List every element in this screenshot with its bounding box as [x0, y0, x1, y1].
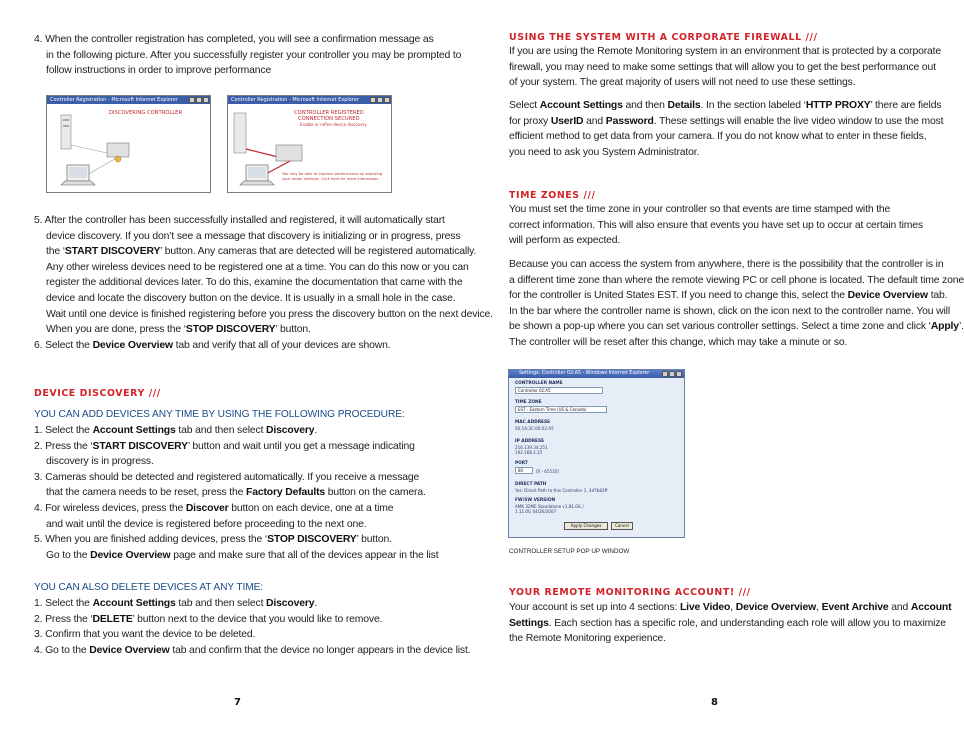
firewall-paragraph-2: Select Account Settings and then Details. In the section labeled ‘HTTP PROXY’ there are fields for proxy UserID and Password. These settings will enable the live video window to use the most efficient method to get data from your camera. If you do not know what to enter in these fields, you need to ask you System Administrator. [509, 100, 944, 158]
mac-address-label: MAC ADDRESS [515, 420, 550, 425]
registered-caption: CONTROLLER REGISTERED [294, 110, 364, 116]
window-controls [662, 371, 682, 377]
step-4-text: 4. When the controller registration has completed, you will see a confirmation message as in the following picture. After you successfully register your controller you may be prompted to follow instructions in order to improve performance [34, 34, 462, 77]
step-5-text: 5. After the controller has been successfully installed and registered, it will automatically start device discovery. If you don’t see a message that discovery is initializing or in progress, press the ‘START DISCOVERY’ button. Any cameras that are detected will be registered automatically. Any other wireless devices need to be registered one at a time. You can do this now or you can register the additional devices later. To do this, examine the documentation that came with the device and locate the discovery button on the device. It is usually in a small hole in the case. Wait until one device is finished registering before you press the discovery button on the next device. When you are done, press the ‘STOP DISCOVERY’ button. [34, 215, 493, 336]
window-controls [370, 97, 390, 103]
port-range: [0 - 65535] [536, 469, 559, 474]
discovering-caption: DISCOVERING CONTROLLER [109, 110, 183, 116]
controller-name-label: CONTROLLER NAME [515, 381, 563, 386]
page-number-right: 8 [711, 697, 718, 708]
step-6-text: 6. Select the Device Overview tab and verify that all of your devices are shown. [34, 340, 391, 351]
page-number-left: 7 [234, 697, 241, 708]
ip-address-value-1: 216.139.34.251 [515, 445, 548, 450]
discovery-link[interactable]: Enable or refine device discovery [300, 122, 367, 127]
settings-window-title: Settings: Controller 02:A5 - Windows Internet Explorer [509, 370, 684, 378]
controller-name-input[interactable]: Controller 02:A5 [515, 387, 603, 394]
time-zone-select[interactable]: EST - Eastern Time (US & Canada) [515, 406, 607, 413]
controller-settings-window [508, 369, 685, 538]
fw-version-label: FW/SW VERSION [515, 498, 556, 503]
account-heading: YOUR REMOTE MONITORING ACCOUNT! /// [509, 587, 751, 598]
fw-version-value-2: 1.11.0G 04/26/2007 [515, 509, 557, 514]
delete-devices-steps: 1. Select the Account Settings tab and then select Discovery. 2. Press the ‘DELETE’ button next to the device that you would like to remove. 3. Confirm that you want the device to be deleted. 4. Go to the Device Overview tab and confirm that the device no longer appears in the device list. [34, 598, 471, 656]
port-input[interactable]: 80 [515, 467, 533, 474]
ip-address-value-2: 192.168.1.25 [515, 450, 543, 455]
time-zone-label: TIME ZONE [515, 400, 542, 405]
add-devices-steps: 1. Select the Account Settings tab and then select Discovery. 2. Press the ‘START DISCOVERY’ button and wait until you get a message indicating discovery is in progress. 3. Cameras should be detected and registered automatically. If you receive a message that the camera needs to be reset, press the Factory Defaults button on the camera. 4. For wireless devices, press the Discover button on each device, one at a time and wait until the device is registered before proceeding to the next one. 5. When you are finished adding devices, press the ‘STOP DISCOVERY’ button. Go to the Device Overview page and make sure that all of the devices appear in the list [34, 425, 439, 561]
network-illustration [47, 105, 210, 193]
cancel-button[interactable]: Cancel [611, 522, 633, 530]
direct-path-label: DIRECT PATH [515, 482, 547, 487]
time-zones-paragraph-1: You must set the time zone in your controller so that events are time stamped with the correct information. This will also ensure that events you have set up to occur at certain times will perform as expected. [509, 204, 923, 247]
time-zones-heading: TIME ZONES /// [509, 190, 596, 201]
time-zones-paragraph-2: Because you can access the system from anywhere, there is the possibility that the controller is in a different time zone than where the remote viewing PC or cell phone is located. The default time zone for the controller is United States EST. If you need to change this, select the Device Overview tab. In the bar where the controller name is shown, click on the icon next to the controller name. You will be shown a pop-up where you can set various controller settings. Select a time zone and click ‘Apply’. The controller will be reset after this change, which may take a minute or so. [509, 259, 964, 348]
delete-devices-intro: YOU CAN ALSO DELETE DEVICES AT ANY TIME: [34, 582, 264, 593]
settings-window-caption: CONTROLLER SETUP POP UP WINDOW [509, 548, 630, 555]
ip-address-label: IP ADDRESS [515, 439, 544, 444]
fw-version-value-1: AMK 32ME Standalone v1.81.0G / [515, 504, 584, 509]
controller-registered-screenshot [227, 95, 392, 193]
apply-changes-button[interactable]: Apply Changes [564, 522, 608, 530]
port-label: PORT [515, 461, 528, 466]
device-discovery-heading: DEVICE DISCOVERY /// [34, 388, 161, 399]
window-title: Controller Registration - Microsoft Internet Explorer [228, 96, 391, 104]
performance-link-line2[interactable]: your router settings. Click here for more information [282, 177, 379, 181]
firewall-heading: USING THE SYSTEM WITH A CORPORATE FIREWALL /// [509, 32, 818, 43]
performance-link-line1[interactable]: You may be able to improve performance by adjusting [282, 172, 383, 176]
window-controls [189, 97, 209, 103]
account-paragraph: Your account is set up into 4 sections: Live Video, Device Overview, Event Archive and Account Settings. Each section has a specific role, and understanding each role will allow you to maximize the Remote Monitoring experience. [509, 602, 952, 645]
direct-path-value: Yes: Direct Path to this Controller 1, 4d7b83ff [515, 488, 608, 493]
secured-caption: CONNECTION SECURED [298, 116, 360, 122]
discovering-controller-screenshot [46, 95, 211, 193]
window-title: Controller Registration - Microsoft Internet Explorer [47, 96, 210, 104]
mac-address-value: 00:1A:3C:00:02:A5 [515, 426, 554, 431]
add-devices-intro: YOU CAN ADD DEVICES ANY TIME BY USING THE FOLLOWING PROCEDURE: [34, 409, 405, 420]
firewall-paragraph-1: If you are using the Remote Monitoring system in an environment that is protected by a corporate firewall, you may need to make some settings that will allow you to get the best performance out of your system. The great majority of users will not need to use these settings. [509, 46, 942, 89]
